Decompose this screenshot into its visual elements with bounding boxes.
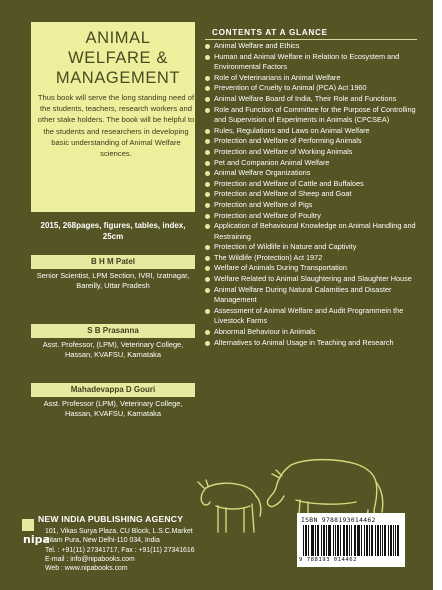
barcode-bars bbox=[303, 525, 399, 556]
contents-item-text: Protection and Welfare of Sheep and Goat bbox=[214, 189, 352, 199]
contents-item bbox=[204, 126, 420, 137]
cow-back bbox=[291, 460, 376, 482]
contents-item bbox=[204, 306, 420, 327]
contents-item-text: Role of Veterinarians in Animal Welfare bbox=[214, 72, 341, 82]
contents-item-text: Role and Function of Committee for the Purpose of Controlling and Supervision of Experiments in Animals (CPCSEA) bbox=[214, 104, 416, 125]
barcode-digits: 9 788193 014462 bbox=[299, 557, 358, 563]
contents-item bbox=[204, 263, 420, 274]
contents-item bbox=[204, 83, 420, 94]
publisher-name: NEW INDIA PUBLISHING AGENCY bbox=[38, 514, 184, 524]
author-name: S B Prasanna bbox=[31, 324, 195, 338]
author-affiliation: Asst. Professor, (LPM), Veterinary College, Hassan, KVAFSU, Karnataka bbox=[42, 340, 184, 360]
bullet-icon bbox=[205, 341, 210, 346]
book-specs: 2015, 268pages, figures, tables, index, 25cm bbox=[40, 221, 186, 241]
bullet-icon bbox=[205, 150, 210, 155]
contents-item-text: Abnormal Behaviour in Animals bbox=[214, 327, 316, 337]
contents-item-text: Animal Welfare During Natural Calamities and Disaster Management bbox=[214, 284, 392, 305]
author-name: B H M Patel bbox=[31, 255, 195, 269]
contents-divider bbox=[205, 39, 417, 40]
publisher-phone: Tel. : +91(11) 27341717, Fax : +91(11) 27341616 bbox=[45, 546, 195, 554]
author-block-1 bbox=[31, 255, 195, 292]
contents-item-text: Protection and Welfare of Cattle and Buffaloes bbox=[214, 178, 364, 188]
bullet-icon bbox=[205, 108, 210, 113]
title-line-2: WELFARE & bbox=[68, 49, 168, 67]
address-line-2: Pitam Pura, New Delhi-110 034, India bbox=[45, 537, 160, 545]
contents-item-text: Animal Welfare Organizations bbox=[214, 168, 311, 178]
contents-item-text: The Wildlife (Protection) Act 1972 bbox=[214, 252, 323, 262]
title-panel bbox=[31, 22, 195, 212]
contents-item-text: Alternatives to Animal Usage in Teaching and Research bbox=[214, 337, 394, 347]
bullet-icon bbox=[205, 288, 210, 293]
contents-item-text: Prevention of Cruelty to Animal (PCA) Act 1960 bbox=[214, 83, 367, 93]
cow-belly bbox=[296, 500, 356, 504]
contents-item-text: Pet and Companion Animal Welfare bbox=[214, 157, 330, 167]
contents-item bbox=[204, 94, 420, 105]
contents-item-text: Animal Welfare and Ethics bbox=[214, 41, 300, 50]
contents-item-text: Animal Welfare Board of India, Their Role and Functions bbox=[214, 93, 397, 103]
page-edge bbox=[433, 0, 442, 590]
publisher-web: Web : www.nipabooks.com bbox=[45, 565, 128, 573]
book-title bbox=[39, 28, 197, 88]
cow-neck bbox=[268, 465, 291, 500]
contents-item-text: Protection and Welfare of Pigs bbox=[214, 199, 313, 209]
bullet-icon bbox=[205, 55, 210, 60]
title-line-1: ANIMAL bbox=[85, 29, 151, 47]
contents-item-text: Welfare of Animals During Transportation bbox=[214, 263, 347, 273]
bullet-icon bbox=[205, 256, 210, 261]
author-block-2 bbox=[31, 324, 195, 361]
bullet-icon bbox=[205, 224, 210, 229]
contents-item bbox=[204, 73, 420, 84]
bullet-icon bbox=[205, 277, 210, 282]
publisher-email: E-mail : info@nipabooks.com bbox=[45, 555, 135, 563]
contents-item-text: Protection of Wildlife in Nature and Captivity bbox=[214, 242, 357, 252]
bullet-icon bbox=[205, 171, 210, 176]
calf-back bbox=[206, 483, 256, 496]
bullet-icon bbox=[205, 214, 210, 219]
contents-item bbox=[204, 105, 420, 126]
calf-ears bbox=[198, 480, 208, 488]
bullet-icon bbox=[205, 330, 210, 335]
contents-item bbox=[204, 136, 420, 147]
contents-item bbox=[204, 189, 420, 200]
contents-item bbox=[204, 158, 420, 169]
contents-item-text: Assessment of Animal Welfare and Audit Programmein the Livestock Farms bbox=[214, 305, 404, 326]
isbn-label: ISBN 9788193014462 bbox=[301, 516, 376, 524]
author-block-3 bbox=[31, 383, 195, 420]
title-line-3: MANAGEMENT bbox=[55, 69, 181, 87]
contents-item-text: Rules, Regulations and Laws on Animal Welfare bbox=[214, 125, 370, 135]
contents-item bbox=[204, 274, 420, 285]
contents-item bbox=[204, 52, 420, 73]
calf-belly bbox=[216, 506, 250, 509]
svg-text:nipa: nipa bbox=[23, 533, 50, 545]
author-affiliation: Asst. Professor (LPM), Veterinary College, Hassan, KVAFSU, Karnataka bbox=[43, 399, 183, 419]
contents-item-text: Protection and Welfare of Working Animals bbox=[214, 146, 353, 156]
bullet-icon bbox=[205, 245, 210, 250]
calf-head bbox=[201, 488, 210, 505]
contents-item-text: Protection and Welfare of Performing Animals bbox=[214, 136, 362, 146]
bullet-icon bbox=[205, 203, 210, 208]
bullet-icon bbox=[205, 161, 210, 166]
contents-item-text: Human and Animal Welfare in Relation to Ecosystem and Environmental Factors bbox=[214, 51, 400, 72]
contents-item bbox=[204, 211, 420, 222]
bullet-icon bbox=[205, 86, 210, 91]
bullet-icon bbox=[205, 139, 210, 144]
bullet-icon bbox=[205, 266, 210, 271]
isbn-barcode bbox=[297, 513, 405, 567]
calf-tail bbox=[256, 496, 261, 516]
contents-item bbox=[204, 338, 420, 349]
book-blurb: Thus book will serve the long standing need of the students, teachers, research workers and other stake holders. The book will be helpful to the students and researchers in developing basic understanding of Animal Welfare sciences. bbox=[37, 93, 195, 159]
bullet-icon bbox=[205, 182, 210, 187]
contents-item bbox=[204, 200, 420, 211]
contents-item bbox=[204, 41, 420, 52]
contents-item-text: Protection and Welfare of Poultry bbox=[214, 210, 321, 220]
contents-item bbox=[204, 327, 420, 338]
contents-list bbox=[204, 41, 420, 348]
bullet-icon bbox=[205, 309, 210, 314]
bullet-icon bbox=[205, 129, 210, 134]
contents-item bbox=[204, 242, 420, 253]
publisher-address bbox=[45, 527, 275, 573]
contents-item bbox=[204, 179, 420, 190]
contents-item bbox=[204, 221, 420, 242]
author-affiliation: Senior Scientist, LPM Section, IVRI, Izatnagar, Bareilly, Uttar Pradesh bbox=[36, 271, 190, 291]
contents-heading: CONTENTS AT A GLANCE bbox=[212, 28, 328, 37]
contents-item-text: Application of Behavioural Knowledge on Animal Handling and Restraining bbox=[214, 221, 416, 241]
contents-item bbox=[204, 168, 420, 179]
address-line-1: 101, Vikas Surya Plaza, CU Block, L.S.C.Market bbox=[45, 528, 193, 535]
bullet-icon bbox=[205, 192, 210, 197]
contents-item bbox=[204, 285, 420, 306]
bullet-icon bbox=[205, 44, 210, 49]
contents-item bbox=[204, 147, 420, 158]
contents-item bbox=[204, 253, 420, 264]
contents-item-text: Welfare Related to Animal Slaughtering and Slaughter House bbox=[214, 274, 412, 284]
bullet-icon bbox=[205, 97, 210, 102]
bullet-icon bbox=[205, 76, 210, 81]
author-name: Mahadevappa D Gouri bbox=[31, 383, 195, 397]
